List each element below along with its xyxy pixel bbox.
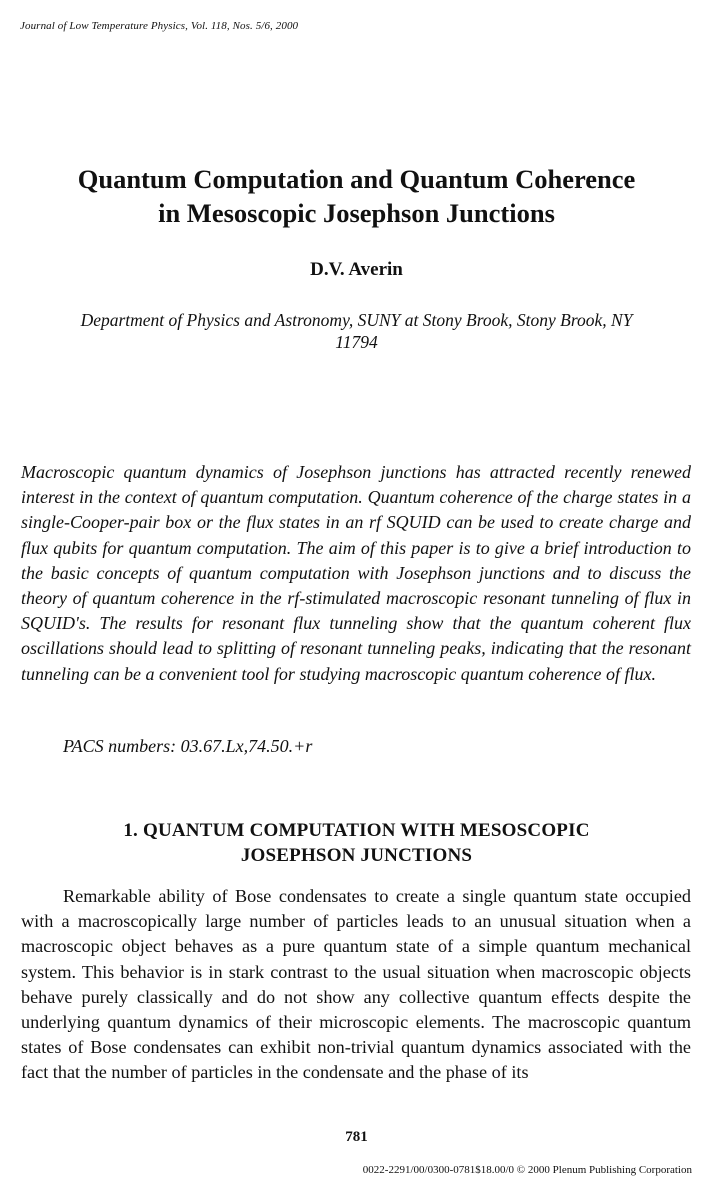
title-line-2: in Mesoscopic Josephson Junctions [158, 198, 555, 228]
author-affiliation [20, 309, 693, 353]
section-heading-line-1: 1. QUANTUM COMPUTATION WITH MESOSCOPIC [123, 820, 590, 841]
abstract: Macroscopic quantum dynamics of Josephson junctions has attracted recently renewed interest in the context of quantum computation. Quantum coherence of the charge states in a single-Cooper-pair box or the flux states in an rf SQUID can be used to create charge and flux qubits for quantum computation. The aim of this paper is to give a brief introduction to the basic concepts of quantum computation with Josephson junctions and to discuss the theory of quantum coherence in the rf-stimulated macroscopic resonant tunneling of flux in SQUID's. The results for resonant flux tunneling show that the quantum coherent flux oscillations should lead to splitting of resonant tunneling peaks, indicating that the resonant tunneling can be a convenient tool for studying macroscopic quantum coherence of flux. [21, 462, 691, 684]
affiliation-line-2: 11794 [335, 332, 378, 352]
pacs-numbers: PACS numbers: 03.67.Lx,74.50.+r [63, 736, 313, 756]
section-heading [0, 818, 713, 868]
paper-title [0, 162, 713, 230]
page-number: 781 [345, 1129, 368, 1145]
body-paragraph: Remarkable ability of Bose condensates to create a single quantum state occupied with a macroscopically large number of particles leads to an unusual situation when a macroscopic object behaves as a pure quantum state of a simple quantum mechanical system. This behavior is in stark contrast to the usual situation when macroscopic objects behave purely classically and do not show any collective quantum effects despite the underlying quantum dynamics of their microscopic elements. The macroscopic quantum states of Bose condensates can exhibit non-trivial quantum dynamics associated with the fact that the number of particles in the condensate and the phase of its [21, 886, 691, 1083]
title-line-1: Quantum Computation and Quantum Coherence [77, 164, 636, 194]
journal-header: Journal of Low Temperature Physics, Vol. 118, Nos. 5/6, 2000 [20, 20, 299, 32]
affiliation-line-1: Department of Physics and Astronomy, SUNY at Stony Brook, Stony Brook, NY [80, 310, 633, 330]
section-heading-line-2: JOSEPHSON JUNCTIONS [240, 845, 473, 866]
copyright-line: 0022-2291/00/0300-0781$18.00/0 © 2000 Plenum Publishing Corporation [362, 1164, 692, 1176]
author-name: D.V. Averin [310, 259, 403, 280]
